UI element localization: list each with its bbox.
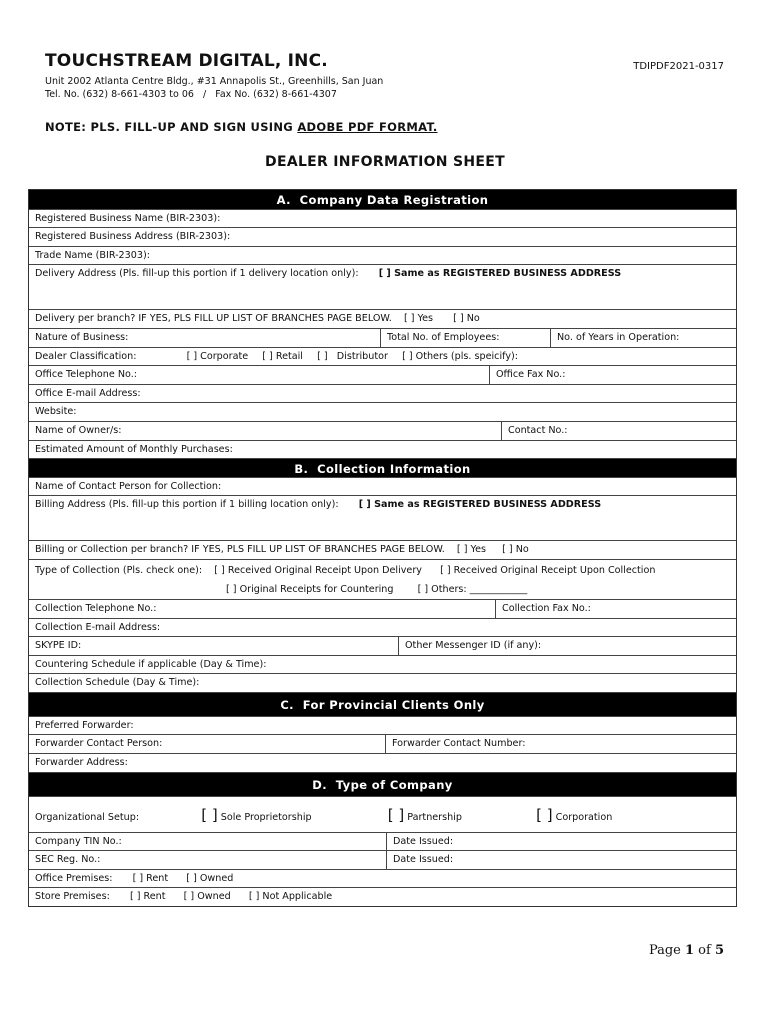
class-distributor-checkbox[interactable]: [ ] Distributor <box>317 350 388 362</box>
row-store-premises <box>29 887 736 906</box>
reg-address-label: Registered Business Address (BIR-2303): <box>35 231 231 243</box>
document-id: TDIPDF2021-0317 <box>633 61 724 72</box>
class-corporate-checkbox[interactable]: [ ] Corporate <box>186 350 249 362</box>
row-tin <box>29 832 736 851</box>
billing-branch-label: Billing or Collection per branch? IF YES, PLS FILL UP LIST OF BRANCHES PAGE BELOW. <box>35 544 445 556</box>
contact-person-label: Name of Contact Person for Collection: <box>35 480 222 492</box>
row-collection-tel <box>29 599 736 618</box>
billing-no-checkbox[interactable]: [ ] No <box>502 544 529 556</box>
messenger-label[interactable]: Other Messenger ID (if any): <box>398 637 736 655</box>
years-label[interactable]: No. of Years in Operation: <box>550 329 736 347</box>
delivery-yes-checkbox[interactable]: [ ] Yes <box>403 313 434 325</box>
row-office-email[interactable] <box>29 384 736 403</box>
sole-label: Sole Proprietorship <box>220 811 312 823</box>
row-skype <box>29 636 736 655</box>
row-monthly[interactable] <box>29 440 736 459</box>
employees-label[interactable]: Total No. of Employees: <box>380 329 550 347</box>
schedule-label: Collection Schedule (Day & Time): <box>35 677 200 689</box>
sole-checkbox[interactable]: [ ] <box>201 805 218 824</box>
row-forwarder-contact <box>29 734 736 753</box>
corporation-label: Corporation <box>555 811 613 823</box>
store-premises-label: Store Premises: <box>35 891 110 903</box>
row-office-tel <box>29 365 736 384</box>
collection-type-line-1 <box>35 561 730 580</box>
row-org-setup <box>29 796 736 832</box>
collection-type-label: Type of Collection (Pls. check one): <box>35 564 203 576</box>
store-rent-checkbox[interactable]: [ ] Rent <box>129 891 166 903</box>
note-format-link: ADOBE PDF FORMAT. <box>297 120 438 134</box>
reg-name-label: Registered Business Name (BIR-2303): <box>35 212 221 224</box>
store-owned-checkbox[interactable]: [ ] Owned <box>183 891 231 903</box>
type-collection-checkbox[interactable]: [ ] Received Original Receipt Upon Collection <box>440 564 656 576</box>
classification-label: Dealer Classification: <box>35 350 137 362</box>
of-word: of <box>694 943 715 958</box>
section-d-title: D. Type of Company <box>312 777 453 792</box>
section-c-title: C. For Provincial Clients Only <box>280 697 485 712</box>
section-d-header <box>29 772 736 796</box>
company-address-block <box>45 75 383 101</box>
dealer-form <box>28 189 737 907</box>
contact-label[interactable]: Contact No.: <box>501 422 736 440</box>
trade-name-label: Trade Name (BIR-2303): <box>35 249 150 261</box>
page-word: Page <box>648 943 685 958</box>
section-c-header <box>29 692 736 716</box>
delivery-same-checkbox[interactable]: [ ] Same as REGISTERED BUSINESS ADDRESS <box>378 268 622 280</box>
office-tel-label[interactable]: Office Telephone No.: <box>35 369 137 381</box>
company-phone: Tel. No. (632) 8-661-4303 to 06 / Fax No. (632) 8-661-4307 <box>45 89 337 100</box>
row-website[interactable] <box>29 402 736 421</box>
type-delivery-checkbox[interactable]: [ ] Received Original Receipt Upon Delivery <box>214 564 422 576</box>
tin-label[interactable]: Company TIN No.: <box>35 835 122 847</box>
section-b-header <box>29 458 736 477</box>
row-forwarder[interactable] <box>29 716 736 735</box>
company-address: Unit 2002 Atlanta Centre Bldg., #31 Annapolis St., Greenhills, San Juan <box>45 76 384 87</box>
row-nature <box>29 328 736 347</box>
collection-email-label: Collection E-mail Address: <box>35 621 161 633</box>
row-forwarder-address[interactable] <box>29 753 736 772</box>
billing-yes-checkbox[interactable]: [ ] Yes <box>456 544 486 556</box>
countering-label: Countering Schedule if applicable (Day & Time): <box>35 658 267 670</box>
section-b-title: B. Collection Information <box>294 462 471 477</box>
website-label: Website: <box>35 406 77 418</box>
type-others-checkbox[interactable]: [ ] Others: ____________ <box>417 583 528 595</box>
partnership-checkbox[interactable]: [ ] <box>387 805 405 824</box>
row-trade-name[interactable] <box>29 246 736 265</box>
billing-same-checkbox[interactable]: [ ] Same as REGISTERED BUSINESS ADDRESS <box>358 499 602 511</box>
fill-up-note <box>45 120 438 134</box>
collection-type-line-2 <box>35 580 730 599</box>
note-text: NOTE: PLS. FILL-UP AND SIGN USING <box>45 120 298 134</box>
collection-tel-label[interactable]: Collection Telephone No.: <box>35 602 157 614</box>
office-fax-label[interactable]: Office Fax No.: <box>489 366 736 384</box>
collection-fax-label[interactable]: Collection Fax No.: <box>495 600 736 618</box>
office-email-label: Office E-mail Address: <box>35 387 141 399</box>
delivery-no-checkbox[interactable]: [ ] No <box>453 313 480 325</box>
row-countering[interactable] <box>29 655 736 674</box>
page-number <box>649 943 724 958</box>
row-reg-address[interactable] <box>29 227 736 246</box>
delivery-branch-label: Delivery per branch? IF YES, PLS FILL UP LIST OF BRANCHES PAGE BELOW. <box>35 313 392 325</box>
office-premises-label: Office Premises: <box>35 872 113 884</box>
row-classification <box>29 347 736 366</box>
billing-address-label: Billing Address (Pls. fill-up this portion if 1 billing location only): <box>35 499 339 511</box>
nature-label[interactable]: Nature of Business: <box>35 331 129 343</box>
sec-date-label[interactable]: Date Issued: <box>386 851 736 869</box>
page-current: 1 <box>685 943 695 958</box>
forwarder-person-label[interactable]: Forwarder Contact Person: <box>35 738 163 750</box>
row-collection-email[interactable] <box>29 618 736 637</box>
row-office-premises <box>29 869 736 888</box>
section-a-header <box>29 190 736 209</box>
partnership-label: Partnership <box>407 811 462 823</box>
tin-date-label[interactable]: Date Issued: <box>386 833 736 851</box>
row-collection-type <box>29 559 736 599</box>
row-schedule[interactable] <box>29 673 736 692</box>
forwarder-address-label: Forwarder Address: <box>35 757 128 769</box>
forwarder-number-label[interactable]: Forwarder Contact Number: <box>385 735 736 753</box>
owners-label[interactable]: Name of Owner/s: <box>35 424 122 436</box>
row-billing-branch <box>29 540 736 559</box>
delivery-address-label: Delivery Address (Pls. fill-up this portion if 1 delivery location only): <box>35 268 359 280</box>
form-title: DEALER INFORMATION SHEET <box>265 154 505 170</box>
corporation-checkbox[interactable]: [ ] <box>536 805 553 824</box>
row-reg-name[interactable] <box>29 209 736 228</box>
page-total: 5 <box>714 943 724 958</box>
section-a-title: A. Company Data Registration <box>276 193 489 207</box>
forwarder-label: Preferred Forwarder: <box>35 719 134 731</box>
row-delivery-branch <box>29 309 736 328</box>
sec-label[interactable]: SEC Reg. No.: <box>35 854 101 866</box>
company-name: TOUCHSTREAM DIGITAL, INC. <box>45 51 328 71</box>
row-sec <box>29 850 736 869</box>
office-owned-checkbox[interactable]: [ ] Owned <box>186 872 234 884</box>
row-contact-person[interactable] <box>29 477 736 496</box>
class-others-checkbox[interactable]: [ ] Others (pls. speicify): <box>402 350 518 362</box>
row-owners <box>29 421 736 440</box>
skype-label[interactable]: SKYPE ID: <box>35 640 82 652</box>
monthly-label: Estimated Amount of Monthly Purchases: <box>35 443 233 455</box>
office-rent-checkbox[interactable]: [ ] Rent <box>132 872 169 884</box>
store-na-checkbox[interactable]: [ ] Not Applicable <box>248 891 333 903</box>
row-delivery-address[interactable] <box>29 264 736 309</box>
class-retail-checkbox[interactable]: [ ] Retail <box>262 350 303 362</box>
type-countering-checkbox[interactable]: [ ] Original Receipts for Countering <box>226 583 394 595</box>
org-setup-label: Organizational Setup: <box>35 811 140 823</box>
row-billing-address[interactable] <box>29 495 736 540</box>
